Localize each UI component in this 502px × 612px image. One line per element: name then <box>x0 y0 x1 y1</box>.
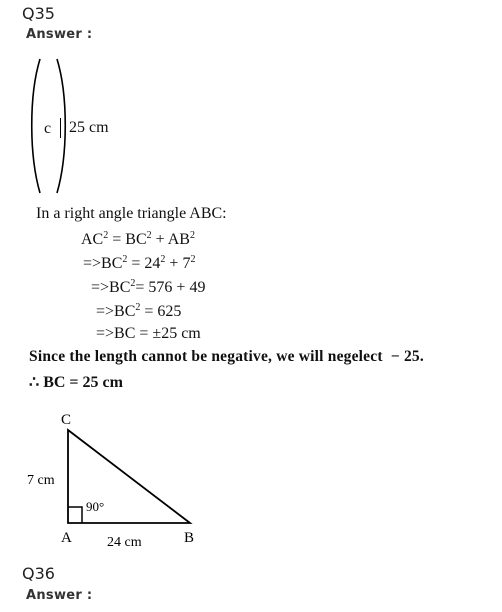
answer-label: Answer : <box>26 27 93 42</box>
equation-step-3: $=>BC^2= 576 + 49$ <box>91 278 206 296</box>
equation-step-5: =>BC = ±25 cm <box>96 325 201 342</box>
side-ab-label: 24 cm <box>107 535 142 550</box>
vertex-b-label: B <box>184 530 195 546</box>
right-parenthesis <box>57 59 65 193</box>
vertex-c-label: C <box>61 412 72 428</box>
note-text: Since the length cannot be negative, we will negelect − 25. <box>29 348 424 365</box>
equation-step-1: $AC^2 = BC^2 + AB^2$ <box>81 230 195 248</box>
matrix-entry: c <box>44 120 52 137</box>
answer-label-36: Answer : <box>26 588 93 603</box>
equation-step-4: $=>BC^2 = 625$ <box>96 302 182 320</box>
angle-label: 90° <box>86 499 105 514</box>
equation-step-2: $=>BC^2 = 24^2 + 7^2$ <box>83 254 196 272</box>
matrix-value: 25 cm <box>69 119 109 136</box>
right-angle-marker <box>68 507 82 523</box>
conclusion: ∴ BC = 25 cm <box>29 374 123 391</box>
vertex-a-label: A <box>61 530 72 546</box>
intro-text: In a right angle triangle ABC: <box>36 205 227 222</box>
question-number: Q35 <box>22 4 55 23</box>
side-ac-label: 7 cm <box>27 473 55 488</box>
therefore-symbol: ∴ <box>29 374 40 391</box>
question-number-36: Q36 <box>22 564 55 583</box>
left-parenthesis <box>32 59 40 193</box>
matrix-divider <box>60 118 61 138</box>
triangle-figure <box>0 400 260 560</box>
